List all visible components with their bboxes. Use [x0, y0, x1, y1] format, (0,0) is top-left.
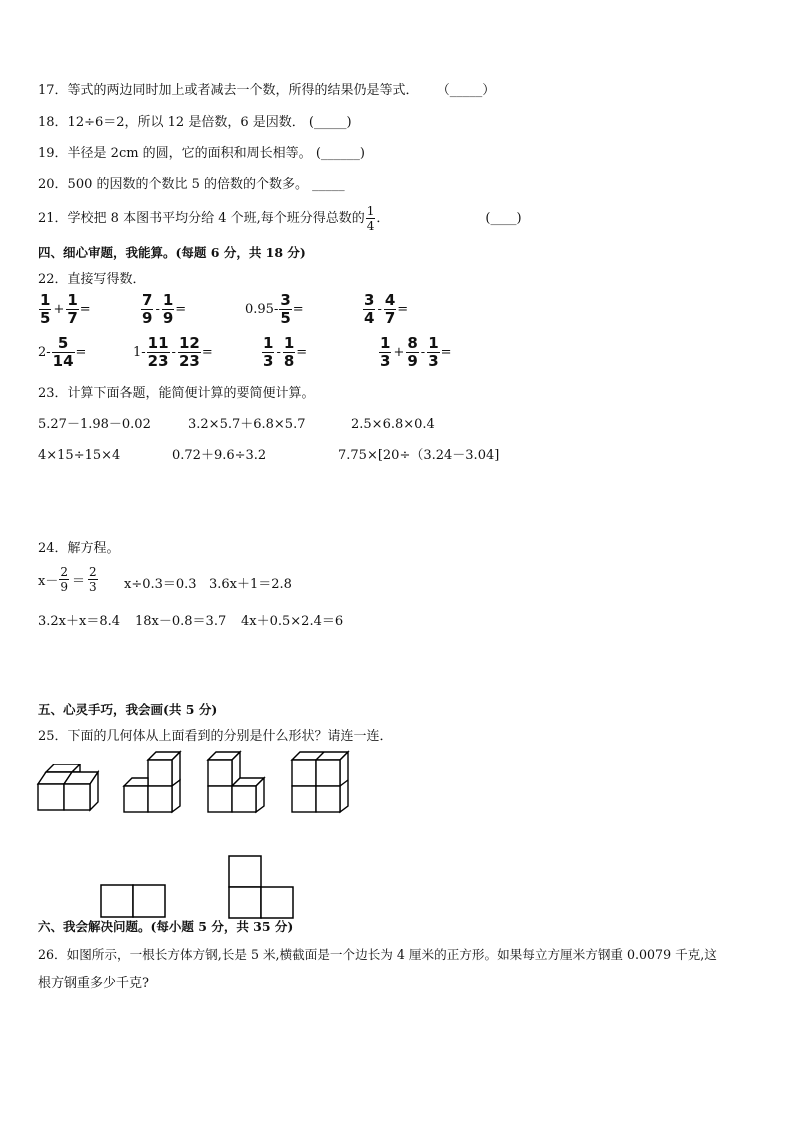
question-25-title: 25．下面的几何体从上面看到的分别是什么形状？请连一连． [38, 729, 393, 744]
question-20 [38, 176, 345, 194]
question-19 [38, 145, 365, 163]
equation-24-6: 4x＋0.5×2.4＝6 [241, 614, 344, 629]
top-view-l-shape[interactable] [228, 855, 294, 919]
expression-22-2: $\frac{7}{9}$ - $\frac{1}{9}$ = [142, 291, 187, 327]
expression-22-8: $\frac{1}{3}$ + $\frac{8}{9}$ - $\frac{1}{3}$ = [380, 334, 452, 370]
question-21: 21．学校把 8 本图书平均分给 4 个班,每个班分得总数的 $\frac{1}{4}$ ． (____) [38, 204, 522, 233]
solid-figure-1[interactable] [36, 764, 106, 814]
calc-23-2: 3.2×5.7＋6.8×5.7 [188, 417, 306, 432]
solid-figure-4[interactable] [288, 750, 352, 816]
answer-blank-17[interactable]: （_____） [436, 83, 496, 98]
answer-blank-18[interactable]: (_____) [308, 115, 352, 130]
question-18 [38, 114, 352, 132]
expression-22-6: 1- $\frac{11}{23}$ - $\frac{12}{23}$ = [133, 334, 213, 370]
calc-23-6: 7.75×[20÷（3.24－3.04] [338, 448, 500, 463]
section-4-heading: 四、细心审题，我能算。(每题 6 分，共 18 分) [38, 245, 306, 260]
question-20-text: 20．500 的因数的个数比 5 的倍数的个数多。 [38, 177, 309, 192]
expression-22-4: $\frac{3}{4}$ - $\frac{4}{7}$ = [364, 291, 409, 327]
expression-22-7: $\frac{1}{3}$ - $\frac{1}{8}$ = [263, 334, 308, 370]
section-5-heading: 五、心灵手巧，我会画(共 5 分) [38, 702, 218, 717]
expression-22-5: 2- $\frac{5}{14}$ = [38, 334, 87, 370]
calc-23-1: 5.27－1.98－0.02 [38, 417, 151, 432]
calc-23-3: 2.5×6.8×0.4 [351, 417, 435, 432]
question-24-title: 24．解方程。 [38, 541, 120, 556]
question-18-text: 18．12÷6＝2，所以 12 是倍数，6 是因数． [38, 115, 305, 130]
solid-figure-3[interactable] [204, 750, 268, 816]
section-6-heading: 六、我会解决问题。(每小题 5 分，共 35 分) [38, 919, 294, 934]
question-17 [38, 82, 495, 100]
equation-24-5: 18x－0.8＝3.7 [135, 614, 227, 629]
answer-blank-20[interactable]: _____ [312, 177, 345, 192]
equation-24-1: x－ $\frac{2}{9}$ ＝ $\frac{2}{3}$ [38, 565, 97, 594]
expression-22-1: $\frac{1}{5}$ + $\frac{1}{7}$ = [40, 291, 91, 327]
question-26-line-1: 26．如图所示，一根长方体方钢,长是 5 米,横截面是一个边长为 4 厘米的正方形。如果每立方厘米方钢重 0.0079 千克,这 [38, 947, 717, 962]
answer-blank-19[interactable]: (______) [315, 146, 365, 161]
question-23-title: 23．计算下面各题，能简便计算的要简便计算。 [38, 386, 315, 401]
equation-24-3: 3.6x＋1＝2.8 [209, 577, 292, 592]
answer-blank-21[interactable]: (____) [485, 210, 522, 226]
top-view-two-squares[interactable] [100, 884, 166, 918]
calc-23-5: 0.72＋9.6÷3.2 [172, 448, 267, 463]
equation-24-4: 3.2x＋x＝8.4 [38, 614, 121, 629]
expression-22-3: 0.95- $\frac{3}{5}$ = [245, 291, 304, 327]
question-19-text: 19．半径是 2cm 的圆，它的面积和周长相等。 [38, 146, 312, 161]
equation-24-2: x÷0.3＝0.3 [124, 577, 197, 592]
calc-23-4: 4×15÷15×4 [38, 448, 121, 463]
fraction: $\frac{1}{4}$ [366, 204, 375, 233]
question-21-text: 21．学校把 8 本图书平均分给 4 个班,每个班分得总数的 [38, 210, 365, 226]
question-17-text: 17．等式的两边同时加上或者减去一个数，所得的结果仍是等式． [38, 83, 419, 98]
question-22-title: 22．直接写得数． [38, 272, 146, 287]
question-26-line-2: 根方钢重多少千克? [38, 976, 149, 991]
solid-figure-2[interactable] [120, 750, 184, 816]
